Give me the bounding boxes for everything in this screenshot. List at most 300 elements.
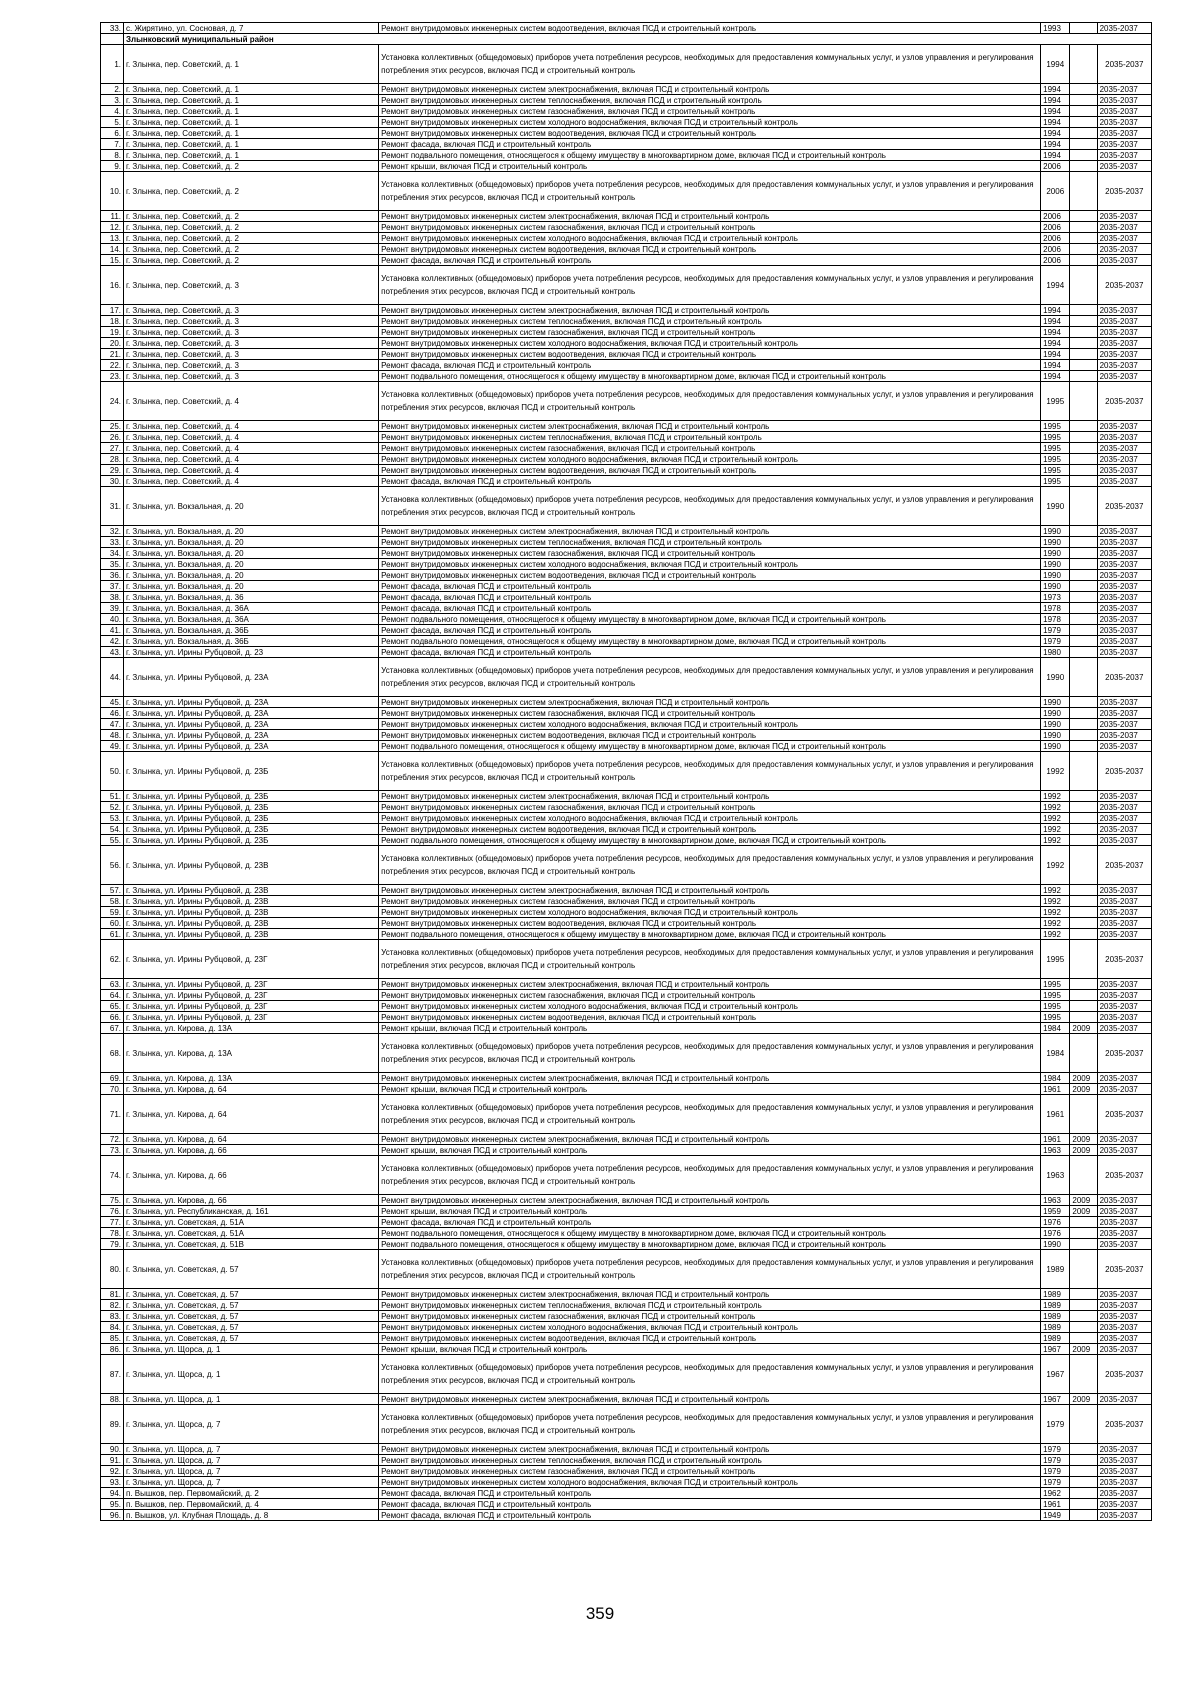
table-row <box>101 614 1152 625</box>
row-number-cell: 84. <box>101 1322 124 1333</box>
last-repair-year-cell <box>1070 150 1097 161</box>
last-repair-year-cell: 2009 <box>1070 1195 1097 1206</box>
planned-period-cell: 2035-2037 <box>1097 647 1151 658</box>
address-cell: г. Злынка, ул. Кирова, д. 66 <box>124 1145 379 1156</box>
table-row <box>101 719 1152 730</box>
year-built-cell: 1994 <box>1041 349 1070 360</box>
year-built-cell: 1963 <box>1041 1145 1070 1156</box>
address-cell: г. Злынка, ул. Кирова, д. 13А <box>124 1073 379 1084</box>
last-repair-year-cell <box>1070 443 1097 454</box>
row-number-cell: 88. <box>101 1394 124 1405</box>
address-cell: п. Вышков, пер. Первомайский, д. 2 <box>124 1488 379 1499</box>
planned-period-cell: 2035-2037 <box>1097 316 1151 327</box>
row-number-cell: 80. <box>101 1250 124 1289</box>
table-row <box>101 940 1152 979</box>
year-built-cell: 1990 <box>1041 581 1070 592</box>
last-repair-year-cell <box>1070 421 1097 432</box>
row-number-cell: 35. <box>101 559 124 570</box>
address-cell: г. Злынка, пер. Советский, д. 4 <box>124 421 379 432</box>
last-repair-year-cell <box>1070 211 1097 222</box>
last-repair-year-cell <box>1070 106 1097 117</box>
year-built-cell: 1989 <box>1041 1250 1070 1289</box>
row-number-cell: 81. <box>101 1289 124 1300</box>
planned-period-cell: 2035-2037 <box>1097 885 1151 896</box>
work-type-cell: Ремонт внутридомовых инженерных систем водоотведения, включая ПСД и строительный контроль <box>379 244 1041 255</box>
planned-period-cell: 2035-2037 <box>1097 172 1151 211</box>
planned-period-cell: 2035-2037 <box>1097 1300 1151 1311</box>
planned-period-cell: 2035-2037 <box>1097 1001 1151 1012</box>
address-cell: г. Злынка, ул. Щорса, д. 1 <box>124 1344 379 1355</box>
table-row <box>101 487 1152 526</box>
table-row <box>101 1455 1152 1466</box>
year-built-cell: 1961 <box>1041 1084 1070 1095</box>
address-cell: г. Злынка, ул. Советская, д. 57 <box>124 1311 379 1322</box>
planned-period-cell: 2035-2037 <box>1097 1206 1151 1217</box>
year-built-cell: 1995 <box>1041 443 1070 454</box>
year-built-cell: 1994 <box>1041 150 1070 161</box>
year-built-cell: 1973 <box>1041 592 1070 603</box>
planned-period-cell: 2035-2037 <box>1097 708 1151 719</box>
last-repair-year-cell <box>1070 570 1097 581</box>
year-built-cell: 1994 <box>1041 305 1070 316</box>
table-row <box>101 592 1152 603</box>
table-row <box>101 570 1152 581</box>
table-row <box>101 255 1152 266</box>
year-built-cell: 1992 <box>1041 907 1070 918</box>
table-row <box>101 835 1152 846</box>
row-number-cell: 65. <box>101 1001 124 1012</box>
table-row <box>101 1499 1152 1510</box>
planned-period-cell: 2035-2037 <box>1097 161 1151 172</box>
last-repair-year-cell <box>1070 1217 1097 1228</box>
table-row <box>101 1034 1152 1073</box>
last-repair-year-cell: 2009 <box>1070 1145 1097 1156</box>
row-number-cell: 48. <box>101 730 124 741</box>
planned-period-cell: 2035-2037 <box>1097 1250 1151 1289</box>
year-built-cell: 1990 <box>1041 1239 1070 1250</box>
table-row <box>101 1206 1152 1217</box>
year-built-cell: 1995 <box>1041 1012 1070 1023</box>
work-type-cell: Ремонт внутридомовых инженерных систем водоотведения, включая ПСД и строительный контроль <box>379 824 1041 835</box>
address-cell: г. Злынка, ул. Вокзальная, д. 36А <box>124 614 379 625</box>
last-repair-year-cell <box>1070 305 1097 316</box>
address-cell: г. Злынка, пер. Советский, д. 4 <box>124 443 379 454</box>
last-repair-year-cell <box>1070 117 1097 128</box>
address-cell: г. Злынка, пер. Советский, д. 1 <box>124 45 379 84</box>
last-repair-year-cell <box>1070 1333 1097 1344</box>
planned-period-cell: 2035-2037 <box>1097 741 1151 752</box>
row-number-cell: 40. <box>101 614 124 625</box>
table-row <box>101 360 1152 371</box>
last-repair-year-cell <box>1070 752 1097 791</box>
address-cell: г. Злынка, пер. Советский, д. 4 <box>124 476 379 487</box>
row-number-cell: 59. <box>101 907 124 918</box>
address-cell: г. Злынка, ул. Вокзальная, д. 20 <box>124 526 379 537</box>
year-built-cell: 1990 <box>1041 658 1070 697</box>
address-cell: г. Злынка, пер. Советский, д. 2 <box>124 255 379 266</box>
address-cell: г. Злынка, ул. Кирова, д. 66 <box>124 1156 379 1195</box>
planned-period-cell: 2035-2037 <box>1097 382 1151 421</box>
work-type-cell: Ремонт внутридомовых инженерных систем газоснабжения, включая ПСД и строительный контроль <box>379 327 1041 338</box>
address-cell: г. Злынка, ул. Щорса, д. 7 <box>124 1477 379 1488</box>
row-number-cell: 86. <box>101 1344 124 1355</box>
planned-period-cell: 2035-2037 <box>1097 614 1151 625</box>
address-cell: г. Злынка, ул. Кирова, д. 64 <box>124 1084 379 1095</box>
table-row <box>101 1344 1152 1355</box>
year-built-cell: 1995 <box>1041 382 1070 421</box>
last-repair-year-cell <box>1070 266 1097 305</box>
last-repair-year-cell: 2009 <box>1070 1073 1097 1084</box>
row-number-cell: 58. <box>101 896 124 907</box>
planned-period-cell: 2035-2037 <box>1097 802 1151 813</box>
row-number-cell: 47. <box>101 719 124 730</box>
table-row <box>101 752 1152 791</box>
last-repair-year-cell: 2009 <box>1070 1134 1097 1145</box>
address-cell: г. Злынка, ул. Кирова, д. 13А <box>124 1034 379 1073</box>
year-built-cell: 1989 <box>1041 1333 1070 1344</box>
planned-period-cell: 2035-2037 <box>1097 421 1151 432</box>
work-type-cell: Ремонт фасада, включая ПСД и строительный контроль <box>379 592 1041 603</box>
last-repair-year-cell <box>1070 1510 1097 1521</box>
year-built-cell: 1994 <box>1041 95 1070 106</box>
address-cell: г. Злынка, ул. Щорса, д. 7 <box>124 1444 379 1455</box>
table-row <box>101 559 1152 570</box>
planned-period-cell: 2035-2037 <box>1097 1488 1151 1499</box>
work-type-cell: Установка коллективных (общедомовых) приборов учета потребления ресурсов, необходимых для предоставления коммунальных услуг, и узлов управления и регулирования потребления этих ресурсов, включая ПСД и строительный контроль <box>379 1405 1041 1444</box>
work-type-cell: Установка коллективных (общедомовых) приборов учета потребления ресурсов, необходимых для предоставления коммунальных услуг, и узлов управления и регулирования потребления этих ресурсов, включая ПСД и строительный контроль <box>379 1250 1041 1289</box>
last-repair-year-cell <box>1070 349 1097 360</box>
work-type-cell: Ремонт внутридомовых инженерных систем водоотведения, включая ПСД и строительный контроль <box>379 465 1041 476</box>
planned-period-cell: 2035-2037 <box>1097 730 1151 741</box>
row-number-cell: 3. <box>101 95 124 106</box>
work-type-cell: Ремонт внутридомовых инженерных систем теплоснабжения, включая ПСД и строительный контроль <box>379 1300 1041 1311</box>
year-built-cell: 1979 <box>1041 1455 1070 1466</box>
last-repair-year-cell <box>1070 1311 1097 1322</box>
work-type-cell: Установка коллективных (общедомовых) приборов учета потребления ресурсов, необходимых для предоставления коммунальных услуг, и узлов управления и регулирования потребления этих ресурсов, включая ПСД и строительный контроль <box>379 1095 1041 1134</box>
row-number-cell: 79. <box>101 1239 124 1250</box>
year-built-cell: 1949 <box>1041 1510 1070 1521</box>
table-row <box>101 338 1152 349</box>
planned-period-cell: 2035-2037 <box>1097 371 1151 382</box>
address-cell: г. Злынка, пер. Советский, д. 1 <box>124 117 379 128</box>
work-type-cell: Ремонт внутридомовых инженерных систем холодного водоснабжения, включая ПСД и строительный контроль <box>379 233 1041 244</box>
address-cell: г. Злынка, пер. Советский, д. 2 <box>124 233 379 244</box>
work-type-cell: Ремонт внутридомовых инженерных систем холодного водоснабжения, включая ПСД и строительный контроль <box>379 1322 1041 1333</box>
last-repair-year-cell <box>1070 371 1097 382</box>
work-type-cell: Ремонт крыши, включая ПСД и строительный контроль <box>379 1145 1041 1156</box>
work-type-cell: Ремонт внутридомовых инженерных систем газоснабжения, включая ПСД и строительный контроль <box>379 1311 1041 1322</box>
work-type-cell: Ремонт внутридомовых инженерных систем холодного водоснабжения, включая ПСД и строительный контроль <box>379 454 1041 465</box>
planned-period-cell: 2035-2037 <box>1097 1134 1151 1145</box>
work-type-cell: Ремонт внутридомовых инженерных систем теплоснабжения, включая ПСД и строительный контроль <box>379 316 1041 327</box>
last-repair-year-cell <box>1070 222 1097 233</box>
table-row <box>101 161 1152 172</box>
row-number-cell: 13. <box>101 233 124 244</box>
planned-period-cell: 2035-2037 <box>1097 1084 1151 1095</box>
row-number-cell: 10. <box>101 172 124 211</box>
table-row <box>101 421 1152 432</box>
row-number-cell: 83. <box>101 1311 124 1322</box>
row-number-cell: 89. <box>101 1405 124 1444</box>
last-repair-year-cell <box>1070 636 1097 647</box>
work-type-cell: Установка коллективных (общедомовых) приборов учета потребления ресурсов, необходимых для предоставления коммунальных услуг, и узлов управления и регулирования потребления этих ресурсов, включая ПСД и строительный контроль <box>379 846 1041 885</box>
table-row <box>101 896 1152 907</box>
address-cell: г. Злынка, ул. Вокзальная, д. 20 <box>124 559 379 570</box>
planned-period-cell: 2035-2037 <box>1097 1289 1151 1300</box>
last-repair-year-cell <box>1070 382 1097 421</box>
last-repair-year-cell <box>1070 526 1097 537</box>
last-repair-year-cell <box>1070 581 1097 592</box>
year-built-cell: 1990 <box>1041 570 1070 581</box>
year-built-cell: 2006 <box>1041 244 1070 255</box>
planned-period-cell: 2035-2037 <box>1097 128 1151 139</box>
table-row <box>101 371 1152 382</box>
work-type-cell: Ремонт внутридомовых инженерных систем газоснабжения, включая ПСД и строительный контроль <box>379 443 1041 454</box>
row-number-cell: 25. <box>101 421 124 432</box>
last-repair-year-cell <box>1070 929 1097 940</box>
row-number-cell: 20. <box>101 338 124 349</box>
row-number-cell: 71. <box>101 1095 124 1134</box>
work-type-cell: Установка коллективных (общедомовых) приборов учета потребления ресурсов, необходимых для предоставления коммунальных услуг, и узлов управления и регулирования потребления этих ресурсов, включая ПСД и строительный контроль <box>379 487 1041 526</box>
work-type-cell: Ремонт крыши, включая ПСД и строительный контроль <box>379 1023 1041 1034</box>
planned-period-cell: 2035-2037 <box>1097 1466 1151 1477</box>
work-type-cell: Ремонт фасада, включая ПСД и строительный контроль <box>379 255 1041 266</box>
work-type-cell: Ремонт внутридомовых инженерных систем газоснабжения, включая ПСД и строительный контроль <box>379 802 1041 813</box>
planned-period-cell: 2035-2037 <box>1097 1311 1151 1322</box>
year-built-cell: 1989 <box>1041 1300 1070 1311</box>
work-type-cell: Ремонт внутридомовых инженерных систем теплоснабжения, включая ПСД и строительный контроль <box>379 95 1041 106</box>
year-built-cell: 1994 <box>1041 266 1070 305</box>
work-type-cell: Установка коллективных (общедомовых) приборов учета потребления ресурсов, необходимых для предоставления коммунальных услуг, и узлов управления и регулирования потребления этих ресурсов, включая ПСД и строительный контроль <box>379 1034 1041 1073</box>
address-cell: г. Злынка, ул. Советская, д. 57 <box>124 1300 379 1311</box>
last-repair-year-cell <box>1070 233 1097 244</box>
last-repair-year-cell <box>1070 1095 1097 1134</box>
year-built-cell: 1995 <box>1041 476 1070 487</box>
address-cell: г. Злынка, ул. Кирова, д. 64 <box>124 1095 379 1134</box>
address-cell: г. Злынка, пер. Советский, д. 3 <box>124 305 379 316</box>
last-repair-year-cell: 2009 <box>1070 1394 1097 1405</box>
address-cell: г. Злынка, пер. Советский, д. 3 <box>124 266 379 305</box>
planned-period-cell: 2035-2037 <box>1097 465 1151 476</box>
table-row <box>101 918 1152 929</box>
table-row <box>101 106 1152 117</box>
address-cell: г. Злынка, ул. Вокзальная, д. 20 <box>124 537 379 548</box>
address-cell: г. Злынка, ул. Вокзальная, д. 36Б <box>124 636 379 647</box>
work-type-cell: Ремонт внутридомовых инженерных систем электроснабжения, включая ПСД и строительный контроль <box>379 979 1041 990</box>
last-repair-year-cell <box>1070 84 1097 95</box>
work-type-cell: Ремонт внутридомовых инженерных систем газоснабжения, включая ПСД и строительный контроль <box>379 222 1041 233</box>
year-built-cell: 1979 <box>1041 1405 1070 1444</box>
last-repair-year-cell <box>1070 128 1097 139</box>
work-type-cell: Ремонт внутридомовых инженерных систем водоотведения, включая ПСД и строительный контроль <box>379 349 1041 360</box>
work-type-cell: Ремонт внутридомовых инженерных систем электроснабжения, включая ПСД и строительный контроль <box>379 697 1041 708</box>
row-number-cell: 31. <box>101 487 124 526</box>
work-type-cell: Установка коллективных (общедомовых) приборов учета потребления ресурсов, необходимых для предоставления коммунальных услуг, и узлов управления и регулирования потребления этих ресурсов, включая ПСД и строительный контроль <box>379 1355 1041 1394</box>
work-type-cell: Ремонт внутридомовых инженерных систем водоотведения, включая ПСД и строительный контроль <box>379 918 1041 929</box>
page-number: 359 <box>585 1604 615 1623</box>
planned-period-cell: 2035-2037 <box>1097 719 1151 730</box>
row-number-cell: 55. <box>101 835 124 846</box>
work-type-cell: Ремонт внутридомовых инженерных систем холодного водоснабжения, включая ПСД и строительный контроль <box>379 559 1041 570</box>
work-type-cell: Ремонт внутридомовых инженерных систем теплоснабжения, включая ПСД и строительный контроль <box>379 1455 1041 1466</box>
planned-period-cell: 2035-2037 <box>1097 835 1151 846</box>
table-row <box>101 1477 1152 1488</box>
planned-period-cell: 2035-2037 <box>1097 454 1151 465</box>
work-type-cell: Ремонт внутридомовых инженерных систем водоотведения, включая ПСД и строительный контроль <box>379 730 1041 741</box>
last-repair-year-cell <box>1070 432 1097 443</box>
address-cell: г. Злынка, ул. Ирины Рубцовой, д. 23В <box>124 907 379 918</box>
last-repair-year-cell <box>1070 1228 1097 1239</box>
planned-period-cell: 2035-2037 <box>1097 940 1151 979</box>
row-number-cell: 37. <box>101 581 124 592</box>
last-repair-year-cell <box>1070 1488 1097 1499</box>
work-type-cell: Ремонт внутридомовых инженерных систем холодного водоснабжения, включая ПСД и строительный контроль <box>379 1001 1041 1012</box>
row-number-cell: 73. <box>101 1145 124 1156</box>
table-row <box>101 443 1152 454</box>
work-type-cell: Установка коллективных (общедомовых) приборов учета потребления ресурсов, необходимых для предоставления коммунальных услуг, и узлов управления и регулирования потребления этих ресурсов, включая ПСД и строительный контроль <box>379 1156 1041 1195</box>
address-cell: г. Злынка, ул. Кирова, д. 13А <box>124 1023 379 1034</box>
year-built-cell: 1990 <box>1041 548 1070 559</box>
year-built-cell: 1994 <box>1041 128 1070 139</box>
table-row <box>101 730 1152 741</box>
planned-period-cell: 2035-2037 <box>1097 255 1151 266</box>
table-row <box>101 1095 1152 1134</box>
address-cell: г. Злынка, пер. Советский, д. 1 <box>124 84 379 95</box>
planned-period-cell: 2035-2037 <box>1097 1073 1151 1084</box>
row-number-cell: 50. <box>101 752 124 791</box>
work-type-cell: Ремонт фасада, включая ПСД и строительный контроль <box>379 139 1041 150</box>
planned-period-cell: 2035-2037 <box>1097 1405 1151 1444</box>
last-repair-year-cell <box>1070 918 1097 929</box>
row-number-cell: 6. <box>101 128 124 139</box>
last-repair-year-cell <box>1070 476 1097 487</box>
section-header-row <box>101 34 1152 45</box>
row-number-cell: 54. <box>101 824 124 835</box>
address-cell: г. Злынка, ул. Ирины Рубцовой, д. 23Г <box>124 1001 379 1012</box>
table-row <box>101 150 1152 161</box>
year-built-cell: 1976 <box>1041 1217 1070 1228</box>
planned-period-cell: 2035-2037 <box>1097 1023 1151 1034</box>
work-type-cell: Ремонт внутридомовых инженерных систем электроснабжения, включая ПСД и строительный контроль <box>379 1073 1041 1084</box>
table-row <box>101 1156 1152 1195</box>
address-cell: г. Злынка, ул. Ирины Рубцовой, д. 23 <box>124 647 379 658</box>
address-cell: г. Злынка, ул. Ирины Рубцовой, д. 23Г <box>124 1012 379 1023</box>
row-number-cell: 87. <box>101 1355 124 1394</box>
work-type-cell: Ремонт подвального помещения, относящегося к общему имуществу в многоквартирном доме, включая ПСД и строительный контроль <box>379 835 1041 846</box>
last-repair-year-cell <box>1070 1300 1097 1311</box>
table-row <box>101 1239 1152 1250</box>
last-repair-year-cell <box>1070 244 1097 255</box>
year-built-cell: 1990 <box>1041 526 1070 537</box>
work-type-cell: Ремонт внутридомовых инженерных систем водоотведения, включая ПСД и строительный контроль <box>379 1012 1041 1023</box>
work-type-cell: Ремонт внутридомовых инженерных систем холодного водоснабжения, включая ПСД и строительный контроль <box>379 1477 1041 1488</box>
work-type-cell: Ремонт внутридомовых инженерных систем электроснабжения, включая ПСД и строительный контроль <box>379 421 1041 432</box>
address-cell: г. Злынка, ул. Советская, д. 51А <box>124 1217 379 1228</box>
year-built-cell: 1995 <box>1041 454 1070 465</box>
address-cell: г. Злынка, пер. Советский, д. 1 <box>124 150 379 161</box>
row-number-cell: 44. <box>101 658 124 697</box>
planned-period-cell: 2035-2037 <box>1097 349 1151 360</box>
planned-period-cell: 2035-2037 <box>1097 1444 1151 1455</box>
table-row <box>101 1394 1152 1405</box>
planned-period-cell: 2035-2037 <box>1097 1012 1151 1023</box>
work-type-cell: Ремонт внутридомовых инженерных систем холодного водоснабжения, включая ПСД и строительный контроль <box>379 813 1041 824</box>
year-built-cell: 1979 <box>1041 1466 1070 1477</box>
year-built-cell: 1994 <box>1041 84 1070 95</box>
address-cell: г. Злынка, ул. Ирины Рубцовой, д. 23Б <box>124 791 379 802</box>
table-row <box>101 741 1152 752</box>
work-type-cell: Ремонт внутридомовых инженерных систем газоснабжения, включая ПСД и строительный контроль <box>379 548 1041 559</box>
row-number-cell: 90. <box>101 1444 124 1455</box>
planned-period-cell: 2035-2037 <box>1097 896 1151 907</box>
year-built-cell: 1984 <box>1041 1073 1070 1084</box>
table-row <box>101 526 1152 537</box>
table-row <box>101 1311 1152 1322</box>
row-number-cell: 27. <box>101 443 124 454</box>
last-repair-year-cell <box>1070 327 1097 338</box>
row-number-cell: 1. <box>101 45 124 84</box>
year-built-cell: 1994 <box>1041 327 1070 338</box>
year-built-cell: 2006 <box>1041 233 1070 244</box>
table-row <box>101 647 1152 658</box>
address-cell: г. Злынка, ул. Ирины Рубцовой, д. 23А <box>124 708 379 719</box>
year-built-cell: 1992 <box>1041 885 1070 896</box>
planned-period-cell: 2035-2037 <box>1097 1455 1151 1466</box>
planned-period-cell: 2035-2037 <box>1097 233 1151 244</box>
table-row <box>101 658 1152 697</box>
table-row <box>101 465 1152 476</box>
last-repair-year-cell <box>1070 95 1097 106</box>
row-number-cell: 70. <box>101 1084 124 1095</box>
work-type-cell: Ремонт внутридомовых инженерных систем электроснабжения, включая ПСД и строительный контроль <box>379 526 1041 537</box>
table-row <box>101 1145 1152 1156</box>
address-cell: г. Злынка, пер. Советский, д. 1 <box>124 139 379 150</box>
year-built-cell: 1976 <box>1041 1228 1070 1239</box>
last-repair-year-cell <box>1070 1405 1097 1444</box>
work-type-cell: Ремонт подвального помещения, относящегося к общему имуществу в многоквартирном доме, включая ПСД и строительный контроль <box>379 1228 1041 1239</box>
planned-period-cell: 2035-2037 <box>1097 1156 1151 1195</box>
row-number-cell: 45. <box>101 697 124 708</box>
last-repair-year-cell <box>1070 813 1097 824</box>
row-number-cell: 95. <box>101 1499 124 1510</box>
row-number-cell: 56. <box>101 846 124 885</box>
year-built-cell: 1989 <box>1041 1311 1070 1322</box>
work-type-cell: Ремонт фасада, включая ПСД и строительный контроль <box>379 476 1041 487</box>
last-repair-year-cell <box>1070 846 1097 885</box>
address-cell: г. Злынка, ул. Ирины Рубцовой, д. 23Г <box>124 940 379 979</box>
row-number-cell: 78. <box>101 1228 124 1239</box>
work-type-cell: Ремонт внутридомовых инженерных систем газоснабжения, включая ПСД и строительный контроль <box>379 708 1041 719</box>
row-number-cell: 52. <box>101 802 124 813</box>
work-type-cell: Ремонт внутридомовых инженерных систем электроснабжения, включая ПСД и строительный контроль <box>379 211 1041 222</box>
address-cell: г. Злынка, ул. Вокзальная, д. 20 <box>124 548 379 559</box>
address-cell: г. Злынка, ул. Ирины Рубцовой, д. 23Б <box>124 813 379 824</box>
row-number-cell: 82. <box>101 1300 124 1311</box>
address-cell: г. Злынка, ул. Щорса, д. 7 <box>124 1466 379 1477</box>
last-repair-year-cell <box>1070 730 1097 741</box>
table-row <box>101 548 1152 559</box>
address-cell: г. Злынка, ул. Ирины Рубцовой, д. 23Б <box>124 752 379 791</box>
table-row <box>101 84 1152 95</box>
year-built-cell: 1995 <box>1041 1001 1070 1012</box>
planned-period-cell: 2035-2037 <box>1097 603 1151 614</box>
year-built-cell: 1963 <box>1041 1156 1070 1195</box>
row-number-cell: 14. <box>101 244 124 255</box>
year-built-cell: 1992 <box>1041 846 1070 885</box>
planned-period-cell: 2035-2037 <box>1097 338 1151 349</box>
work-type-cell: Ремонт фасада, включая ПСД и строительный контроль <box>379 625 1041 636</box>
planned-period-cell: 2035-2037 <box>1097 1034 1151 1073</box>
